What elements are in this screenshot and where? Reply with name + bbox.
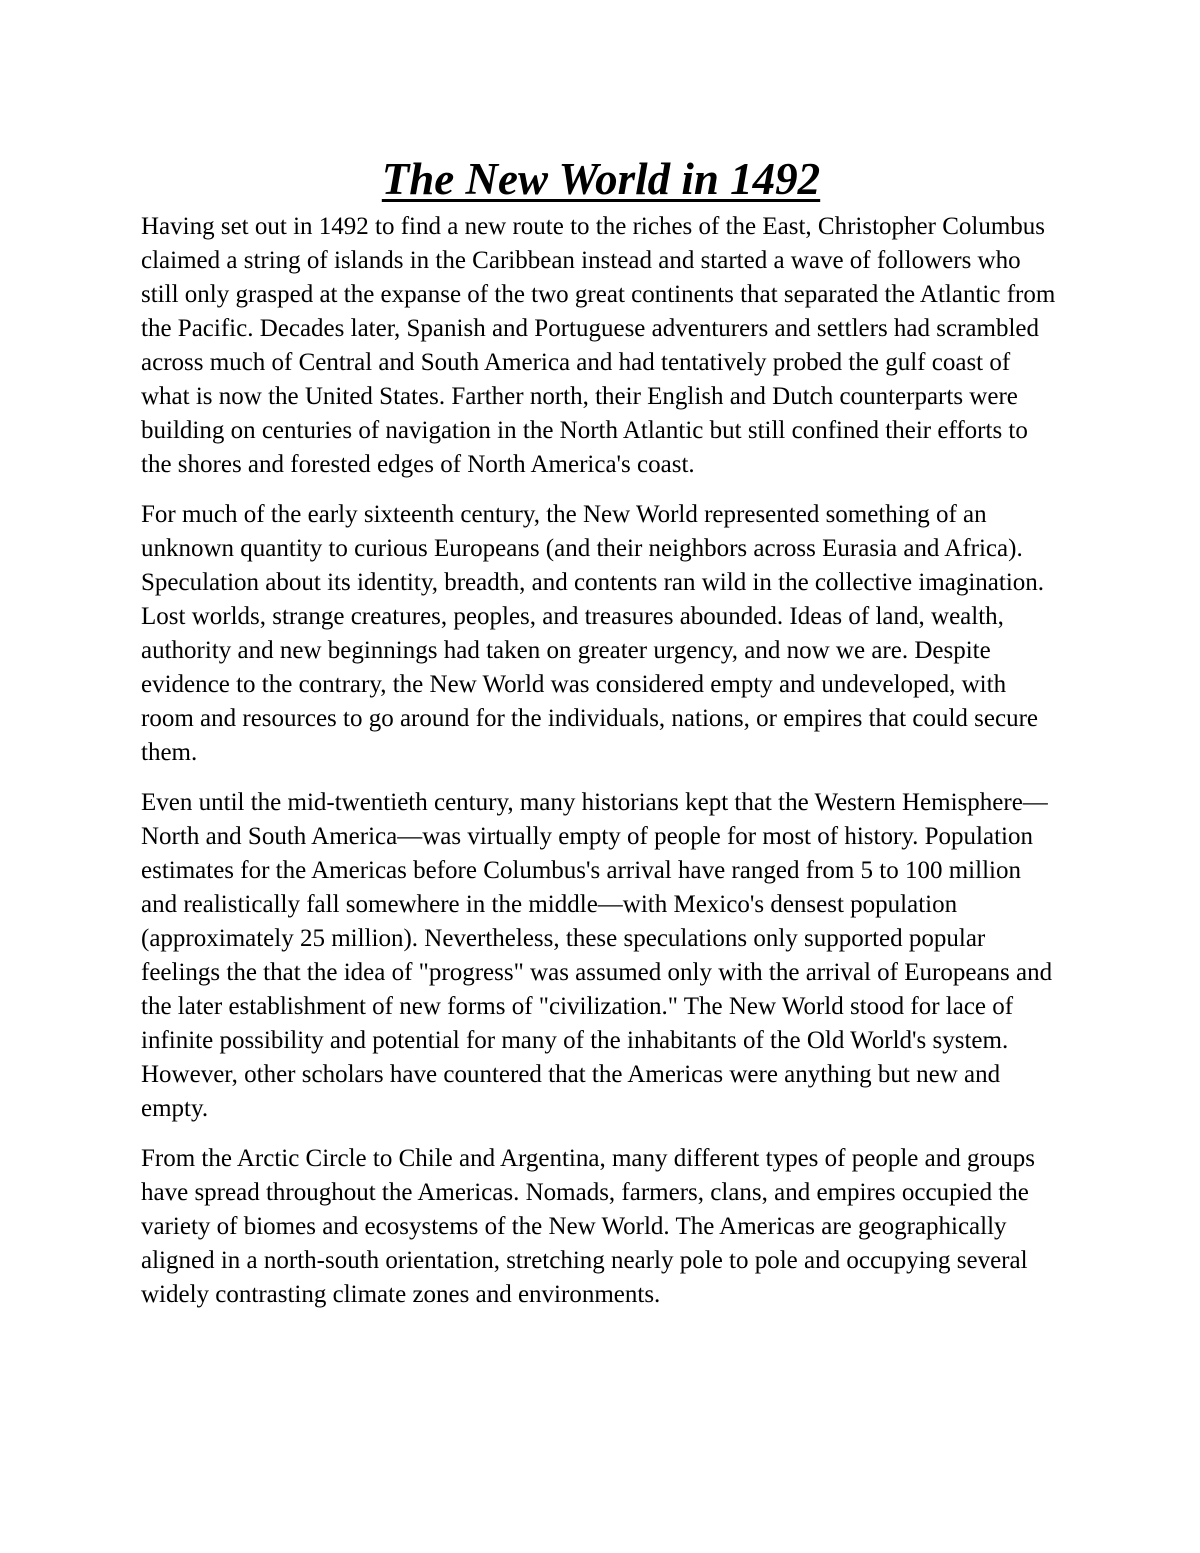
- document-body: [141, 150, 1061, 1328]
- paragraph-3: Even until the mid-twentieth century, many historians kept that the Western Hemisphere—North and South America—was virtually empty of people for most of history. Population estimates for the Americas before Columbus's arrival have ranged from 5 to 100 million and realistically fall somewhere in the middle—with Mexico's densest population (approximately 25 million). Nevertheless, these speculations only supported popular feelings the that the idea of "progress" was assumed only with the arrival of Europeans and the later establishment of new forms of "civilization." The New World stood for lace of infinite possibility and potential for many of the inhabitants of the Old World's system. However, other scholars have countered that the Americas were anything but new and empty.: [141, 789, 1053, 1122]
- paragraph-4: From the Arctic Circle to Chile and Argentina, many different types of people and groups have spread throughout the Americas. Nomads, farmers, clans, and empires occupied the variety of biomes and ecosystems of the New World. The Americas are geographically aligned in a north-south orientation, stretching nearly pole to pole and occupying several widely contrasting climate zones and environments.: [141, 1145, 1036, 1308]
- page-title: The New World in 1492: [381, 154, 821, 204]
- paragraph-1: Having set out in 1492 to find a new route to the riches of the East, Christopher Columbus claimed a string of islands in the Caribbean instead and started a wave of followers who still only grasped at the expanse of the two great continents that separated the Atlantic from the Pacific. Decades later, Spanish and Portuguese adventurers and settlers had scrambled across much of Central and South America and had tentatively probed the gulf coast of what is now the United States. Farther north, their English and Dutch counterparts were building on centuries of navigation in the North Atlantic but still confined their efforts to the shores and forested edges of North America's coast.: [141, 213, 1056, 478]
- paragraph-2: For much of the early sixteenth century, the New World represented something of an unknown quantity to curious Europeans (and their neighbors across Eurasia and Africa). Speculation about its identity, breadth, and contents ran wild in the collective imagination. Lost worlds, strange creatures, peoples, and treasures abounded. Ideas of land, wealth, authority and new beginnings had taken on greater urgency, and now we are. Despite evidence to the contrary, the New World was considered empty and undeveloped, with room and resources to go around for the individuals, nations, or empires that could secure them.: [141, 501, 1045, 766]
